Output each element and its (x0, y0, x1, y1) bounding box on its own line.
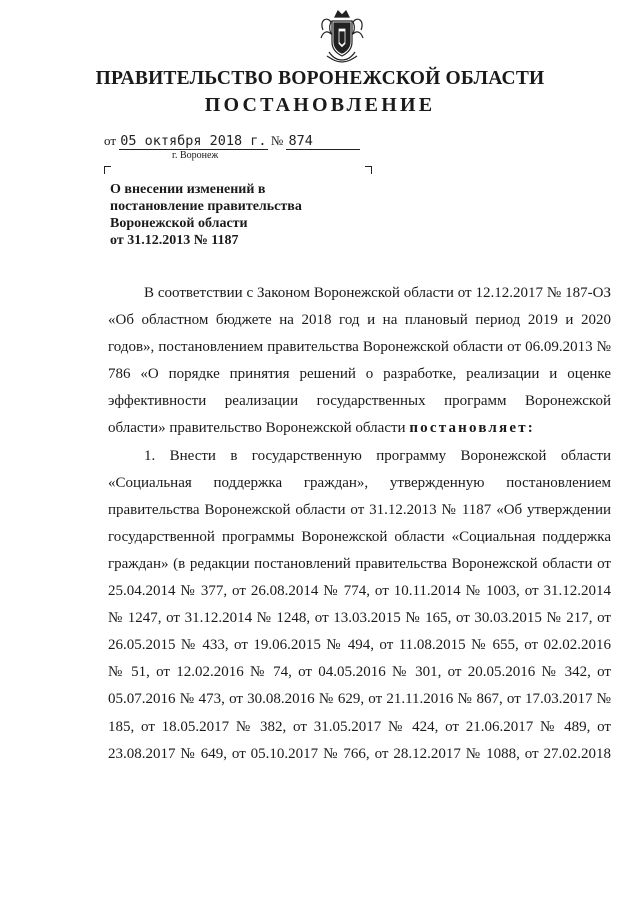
body-line: «Об областном бюджете на 2018 год и на плановый период 2019 и 2020 (108, 312, 611, 329)
date-value: 05 октября 2018 г. (120, 133, 267, 149)
body-line: эффективности реализации государственных программ Воронежской (108, 393, 611, 410)
corner-bracket-left (104, 166, 111, 174)
item-line: 185, от 18.05.2017 № 382, от 31.05.2017 № 424, от 21.06.2017 № 489, от (108, 718, 611, 735)
body-line: годов», постановлением правительства Воронежской области от 06.09.2013 № (108, 339, 611, 356)
body-line: В соответствии с Законом Воронежской области от 12.12.2017 № 187-ОЗ (144, 285, 611, 301)
item-line: 23.08.2017 № 649, от 05.10.2017 № 766, от 28.12.2017 № 1088, от 27.02.2018 (108, 745, 611, 762)
item-line: государственной программы Воронежской области «Социальная поддержка (108, 528, 611, 545)
subject-line: Воронежской области (110, 216, 248, 231)
from-label: от (104, 133, 117, 148)
city: г. Воронеж (172, 150, 219, 161)
item-line: граждан» (в редакции постановлений правительства Воронежской области от (108, 555, 611, 572)
item-line: 05.07.2016 № 473, от 30.08.2016 № 629, от 21.11.2016 № 867, от 17.03.2017 № (108, 691, 611, 708)
government-name: ПРАВИТЕЛЬСТВО ВОРОНЕЖСКОЙ ОБЛАСТИ (95, 68, 545, 89)
subject-line: от 31.12.2013 № 1187 (110, 233, 239, 248)
body-text (108, 280, 611, 768)
number-label: № (270, 133, 284, 148)
subject-block (110, 181, 370, 249)
body-line-resolution (108, 415, 611, 442)
resolves-word: постановляет: (409, 420, 535, 437)
document-type: ПОСТАНОВЛЕНИЕ (204, 94, 436, 116)
body-line: области» правительство Воронежской области (108, 420, 406, 437)
number-value: 874 (288, 133, 313, 149)
body-line: 786 «О порядке принятия решений о разработке, реализации и оценке (108, 366, 611, 383)
item-line: № 1247, от 31.12.2014 № 1248, от 13.03.2015 № 165, от 30.03.2015 № 217, от (108, 610, 611, 627)
item-line: правительства Воронежской области от 31.12.2013 № 1187 «Об утверждении (108, 501, 611, 518)
date-number-line (104, 133, 360, 150)
coat-of-arms-emblem (317, 8, 367, 68)
subject-line: О внесении изменений в (110, 182, 266, 197)
subject-line: постановление правительства (110, 199, 302, 214)
item-line: № 51, от 12.02.2016 № 74, от 04.05.2016 № 301, от 20.05.2016 № 342, от (108, 664, 611, 681)
item-line: 1. Внести в государственную программу Воронежской области (144, 447, 611, 464)
item-line: 26.05.2015 № 433, от 19.06.2015 № 494, от 11.08.2015 № 655, от 02.02.2016 (108, 637, 611, 654)
corner-bracket-right (365, 166, 372, 174)
item-line: 25.04.2014 № 377, от 26.08.2014 № 774, от 10.11.2014 № 1003, от 31.12.2014 (108, 583, 611, 600)
item-line: «Социальная поддержка граждан», утвержденную постановлением (108, 474, 611, 491)
